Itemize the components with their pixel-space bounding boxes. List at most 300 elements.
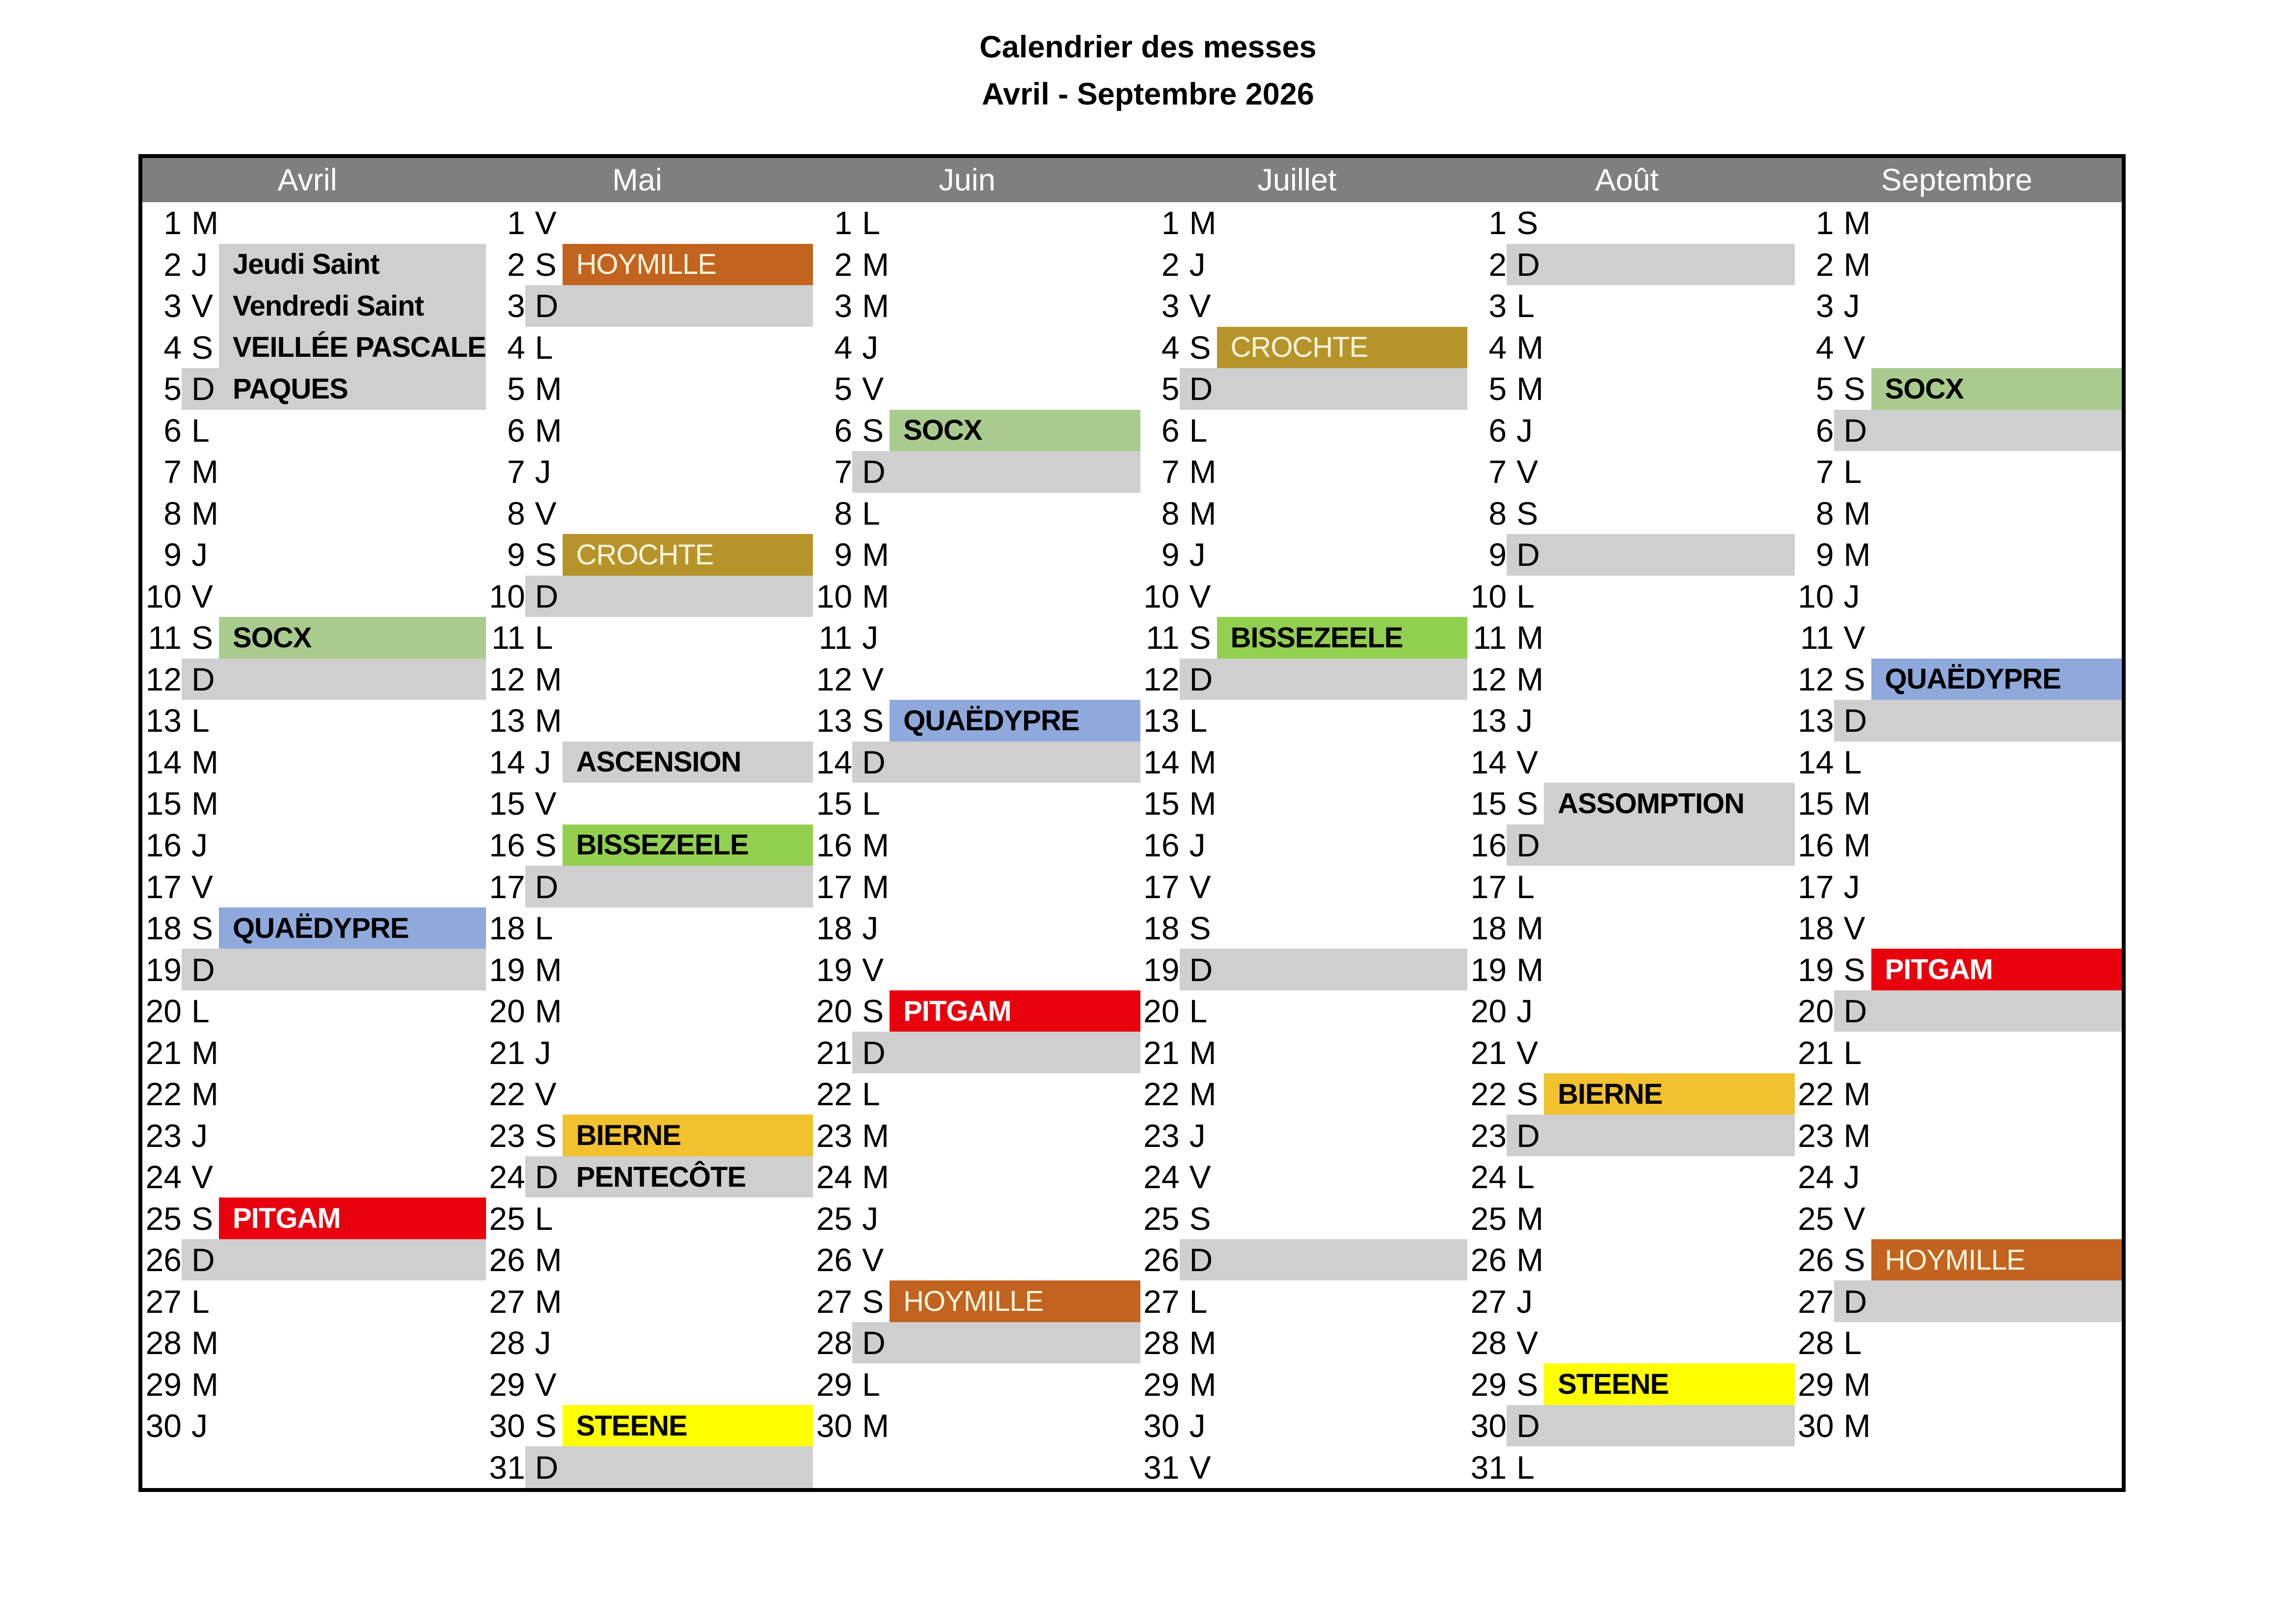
- event-label: [1544, 1446, 1794, 1488]
- day-cells: [182, 410, 486, 452]
- event-label: [890, 866, 1140, 907]
- day-letter: M: [1843, 1076, 1871, 1113]
- day-number: 5: [1488, 371, 1507, 407]
- event-label: [1871, 244, 2122, 286]
- day-cells: [525, 1446, 813, 1488]
- day-letter: M: [535, 702, 562, 739]
- day-row: [1467, 410, 1794, 452]
- day-row: [1140, 244, 1467, 286]
- event-label: [1871, 866, 2122, 907]
- event-label: [563, 1073, 813, 1115]
- day-number: 2: [1488, 246, 1507, 283]
- day-cells: [1507, 1363, 1794, 1405]
- event-label: [1544, 825, 1794, 866]
- day-row: [1140, 1115, 1467, 1156]
- day-row: [142, 659, 486, 700]
- day-row: [142, 949, 486, 990]
- day-cells: [525, 742, 813, 783]
- day-letter: V: [1189, 1449, 1211, 1486]
- day-letter: L: [1843, 744, 1862, 780]
- day-letter: D: [862, 744, 886, 780]
- day-cells: [852, 244, 1140, 286]
- day-letter: J: [1516, 702, 1533, 739]
- day-row: [813, 1280, 1140, 1322]
- day-letter: V: [862, 1242, 884, 1278]
- day-cells: [1507, 949, 1794, 990]
- event-label: [890, 493, 1140, 534]
- day-number: 23: [1143, 1117, 1180, 1154]
- day-number: 5: [163, 371, 182, 407]
- day-letter: M: [862, 536, 890, 573]
- day-letter: D: [535, 288, 559, 324]
- day-row: [1795, 202, 2122, 244]
- day-letter: S: [862, 993, 884, 1030]
- day-letter: M: [1516, 1242, 1544, 1278]
- day-row: [1795, 244, 2122, 286]
- day-number: 19: [1143, 951, 1180, 988]
- event-label: [890, 742, 1140, 783]
- day-cells: [525, 1405, 813, 1447]
- day-row: [813, 742, 1140, 783]
- day-letter: V: [535, 1076, 557, 1113]
- day-cells: [1834, 783, 2122, 825]
- day-cells: [182, 576, 486, 617]
- day-letter: M: [1189, 1034, 1216, 1071]
- day-letter: D: [1843, 702, 1867, 739]
- day-number: 8: [1488, 495, 1507, 532]
- day-cells: [525, 368, 813, 410]
- day-letter: S: [191, 1200, 214, 1237]
- day-number: 8: [1815, 495, 1834, 532]
- day-letter: M: [1189, 495, 1216, 532]
- day-letter: J: [1189, 1117, 1206, 1154]
- day-letter: V: [1189, 1159, 1211, 1196]
- day-row: [142, 1073, 486, 1115]
- event-label: [1217, 742, 1467, 783]
- event-label: PITGAM: [219, 1197, 486, 1239]
- day-row: [1467, 907, 1794, 949]
- day-letter: L: [1189, 1283, 1208, 1320]
- day-cells: [525, 1322, 813, 1364]
- day-row: [1467, 617, 1794, 659]
- day-number: 13: [816, 702, 853, 739]
- day-row: [142, 1115, 486, 1156]
- day-cells: [852, 1322, 1140, 1364]
- day-number: 2: [507, 246, 525, 283]
- day-letter: J: [191, 1408, 208, 1444]
- event-label: BISSEZEELE: [563, 825, 813, 866]
- day-cells: [1180, 825, 1467, 866]
- day-row: [813, 866, 1140, 907]
- event-label: [890, 1363, 1140, 1405]
- month-header-mai: Mai: [612, 163, 662, 197]
- day-number: 3: [1815, 288, 1834, 324]
- event-label: [1544, 1197, 1794, 1239]
- page-title: [0, 24, 2296, 118]
- day-cells: [1507, 451, 1794, 493]
- day-number: 27: [816, 1283, 853, 1320]
- day-letter: J: [191, 536, 208, 573]
- day-row: [1467, 1405, 1794, 1447]
- month-header-row: [142, 158, 2122, 202]
- day-letter: M: [862, 578, 890, 614]
- day-cells: [1507, 1446, 1794, 1488]
- day-row: [1140, 866, 1467, 907]
- day-number: 17: [489, 868, 525, 905]
- event-label: [563, 659, 813, 700]
- day-row: [1795, 617, 2122, 659]
- day-row: [1467, 1115, 1794, 1156]
- day-number: 24: [1798, 1159, 1834, 1196]
- calendar-body: [142, 202, 2122, 1488]
- day-row: [142, 825, 486, 866]
- event-label: [1217, 1073, 1467, 1115]
- day-cells: [182, 1363, 486, 1405]
- day-number: 3: [1161, 288, 1180, 324]
- day-letter: V: [1516, 1034, 1539, 1071]
- day-letter: D: [862, 1034, 886, 1071]
- day-number: 17: [145, 868, 182, 905]
- event-label: [1544, 1156, 1794, 1198]
- day-letter: S: [1189, 619, 1211, 656]
- day-number: 19: [489, 951, 525, 988]
- event-label: [1544, 700, 1794, 742]
- event-label: PITGAM: [1871, 949, 2122, 990]
- day-number: 30: [1470, 1408, 1507, 1444]
- day-row: [142, 285, 486, 327]
- day-number: 6: [1161, 412, 1180, 449]
- day-number: 15: [145, 785, 182, 822]
- day-cells: [1180, 327, 1467, 369]
- day-cells: [525, 1032, 813, 1073]
- day-number: 10: [816, 578, 853, 614]
- day-row: [486, 1363, 813, 1405]
- day-row: [1795, 534, 2122, 576]
- day-row: [813, 783, 1140, 825]
- day-cells: [1180, 700, 1467, 742]
- event-label: [1871, 1073, 2122, 1115]
- day-number: 31: [489, 1449, 525, 1486]
- day-number: 30: [145, 1408, 182, 1444]
- day-number: 11: [148, 619, 182, 656]
- day-row: [1467, 659, 1794, 700]
- event-label: [1544, 493, 1794, 534]
- event-label: [1217, 244, 1467, 286]
- day-cells: [525, 907, 813, 949]
- day-cells: [852, 907, 1140, 949]
- day-cells: [1834, 244, 2122, 286]
- event-label: [1217, 1363, 1467, 1405]
- event-label: [1217, 451, 1467, 493]
- day-row: [1467, 1322, 1794, 1364]
- day-cells: [1834, 327, 2122, 369]
- day-number: 4: [507, 329, 525, 366]
- month-header-avril: Avril: [277, 163, 337, 197]
- day-row: [1467, 534, 1794, 576]
- day-number: 18: [1798, 910, 1834, 947]
- day-row: [1467, 368, 1794, 410]
- day-row: [1140, 1032, 1467, 1073]
- day-letter: L: [1189, 993, 1208, 1030]
- day-number: 6: [1488, 412, 1507, 449]
- day-letter: M: [1189, 744, 1216, 780]
- day-letter: M: [1189, 1325, 1216, 1361]
- day-cells: [525, 1156, 813, 1198]
- day-number: 8: [507, 495, 525, 532]
- day-row: [486, 742, 813, 783]
- day-letter: V: [1189, 868, 1211, 905]
- event-label: [219, 410, 486, 452]
- day-letter: S: [862, 702, 884, 739]
- day-letter: S: [1516, 785, 1539, 822]
- day-letter: L: [1843, 1034, 1862, 1071]
- month-column-juillet: [1140, 202, 1467, 1488]
- day-row: [813, 1197, 1140, 1239]
- month-column-avril: [142, 202, 486, 1488]
- event-label: [1871, 1280, 2122, 1322]
- day-row: [142, 1280, 486, 1322]
- day-cells: [852, 617, 1140, 659]
- day-number: 21: [1798, 1034, 1834, 1071]
- event-label: [890, 1073, 1140, 1115]
- day-letter: J: [191, 246, 208, 283]
- day-number: 4: [163, 329, 182, 366]
- day-cells: [1834, 368, 2122, 410]
- day-cells: [525, 1239, 813, 1281]
- event-label: [1544, 1322, 1794, 1364]
- day-number: 13: [1143, 702, 1180, 739]
- day-row: [142, 451, 486, 493]
- day-cells: [1834, 202, 2122, 244]
- day-row: [1795, 1115, 2122, 1156]
- day-cells: [182, 1197, 486, 1239]
- day-number: 26: [816, 1242, 853, 1278]
- month-header-septembre: Septembre: [1881, 163, 2033, 197]
- day-number: 29: [1470, 1366, 1507, 1403]
- event-label: [1217, 285, 1467, 327]
- day-letter: J: [1516, 1283, 1533, 1320]
- day-row: [1467, 783, 1794, 825]
- event-label: [563, 1363, 813, 1405]
- day-row: [1795, 493, 2122, 534]
- day-cells: [1834, 410, 2122, 452]
- day-letter: M: [862, 1159, 890, 1196]
- day-row: [1140, 949, 1467, 990]
- day-row: [486, 368, 813, 410]
- day-cells: [525, 576, 813, 617]
- day-row: [142, 1405, 486, 1447]
- event-label: [1544, 990, 1794, 1032]
- day-number: 8: [163, 495, 182, 532]
- day-letter: S: [535, 246, 557, 283]
- event-label: Vendredi Saint: [219, 285, 486, 327]
- day-number: 12: [489, 661, 525, 697]
- day-cells: [1180, 576, 1467, 617]
- day-letter: S: [1843, 371, 1865, 407]
- day-cells: [1834, 742, 2122, 783]
- day-letter: J: [1843, 868, 1860, 905]
- day-number: 16: [489, 826, 525, 863]
- day-cells: [525, 451, 813, 493]
- event-label: ASCENSION: [563, 742, 813, 783]
- day-row: [486, 493, 813, 534]
- day-number: 21: [816, 1034, 853, 1071]
- day-row: [813, 1115, 1140, 1156]
- day-cells: [525, 244, 813, 286]
- day-letter: D: [1843, 1283, 1867, 1320]
- day-letter: S: [191, 619, 214, 656]
- day-letter: M: [1843, 246, 1871, 283]
- day-cells: [1834, 451, 2122, 493]
- day-letter: J: [191, 826, 208, 863]
- event-label: [1871, 1156, 2122, 1198]
- day-cells: [1834, 493, 2122, 534]
- day-row: [1467, 742, 1794, 783]
- day-number: 29: [1143, 1366, 1180, 1403]
- day-letter: V: [862, 661, 884, 697]
- day-letter: J: [535, 1325, 551, 1361]
- day-letter: L: [862, 205, 880, 241]
- day-number: 26: [489, 1242, 525, 1278]
- day-letter: M: [1189, 1076, 1216, 1113]
- day-row: [142, 1322, 486, 1364]
- day-row: [1795, 907, 2122, 949]
- day-number: 28: [1470, 1325, 1507, 1361]
- day-number: 23: [1470, 1117, 1507, 1154]
- day-letter: M: [191, 1366, 218, 1403]
- day-letter: M: [191, 1076, 218, 1113]
- event-label: [1217, 576, 1467, 617]
- day-row: [486, 1239, 813, 1281]
- day-letter: L: [862, 785, 880, 822]
- day-cells: [852, 327, 1140, 369]
- day-cells: [182, 285, 486, 327]
- day-cells: [1834, 907, 2122, 949]
- day-letter: D: [1843, 993, 1867, 1030]
- day-row: [486, 1156, 813, 1198]
- event-label: [1871, 576, 2122, 617]
- event-label: [1871, 285, 2122, 327]
- day-row: [1467, 1032, 1794, 1073]
- day-number: 28: [816, 1325, 853, 1361]
- event-label: [1544, 907, 1794, 949]
- event-label: [563, 1239, 813, 1281]
- day-row: [142, 907, 486, 949]
- day-number: 6: [507, 412, 525, 449]
- event-label: [890, 617, 1140, 659]
- day-letter: M: [1516, 1200, 1544, 1237]
- day-cells: [525, 1197, 813, 1239]
- event-label: [563, 493, 813, 534]
- event-label: [1217, 493, 1467, 534]
- day-letter: M: [1843, 495, 1871, 532]
- day-row: [142, 742, 486, 783]
- day-row: [1795, 285, 2122, 327]
- day-row: [486, 451, 813, 493]
- day-letter: M: [191, 205, 218, 241]
- event-label: [563, 451, 813, 493]
- day-row: [1795, 949, 2122, 990]
- day-cells: [1180, 410, 1467, 452]
- event-label: [890, 1156, 1140, 1198]
- event-label: [890, 576, 1140, 617]
- day-letter: D: [1516, 536, 1540, 573]
- event-label: [1544, 659, 1794, 700]
- day-cells: [182, 825, 486, 866]
- day-number: 2: [163, 246, 182, 283]
- day-cells: [852, 1363, 1140, 1405]
- day-row: [142, 866, 486, 907]
- day-row: [486, 202, 813, 244]
- event-label: [890, 202, 1140, 244]
- day-row: [486, 700, 813, 742]
- event-label: HOYMILLE: [890, 1280, 1140, 1322]
- day-cells: [182, 1073, 486, 1115]
- day-letter: V: [1516, 1325, 1539, 1361]
- day-number: 14: [489, 744, 525, 780]
- day-letter: M: [862, 1408, 890, 1444]
- day-cells: [1180, 990, 1467, 1032]
- day-row: [1140, 285, 1467, 327]
- day-row: [486, 1322, 813, 1364]
- day-cells: [852, 949, 1140, 990]
- day-number: 7: [834, 453, 853, 490]
- day-cells: [1180, 244, 1467, 286]
- day-cells: [852, 1156, 1140, 1198]
- day-row: [142, 368, 486, 410]
- event-label: [890, 825, 1140, 866]
- day-letter: M: [191, 453, 218, 490]
- day-cells: [1507, 202, 1794, 244]
- event-label: [890, 907, 1140, 949]
- day-row: [813, 576, 1140, 617]
- day-number: 14: [1798, 744, 1834, 780]
- event-label: [1544, 1032, 1794, 1073]
- day-letter: V: [535, 495, 557, 532]
- day-letter: M: [535, 1242, 562, 1278]
- day-number: 6: [834, 412, 853, 449]
- day-letter: V: [862, 951, 884, 988]
- event-label: [563, 990, 813, 1032]
- day-row: [1140, 700, 1467, 742]
- event-label: [890, 1032, 1140, 1073]
- day-letter: M: [535, 993, 562, 1030]
- event-label: [1871, 1197, 2122, 1239]
- day-cells: [1834, 1363, 2122, 1405]
- day-number: 16: [145, 826, 182, 863]
- day-number: 11: [1800, 619, 1834, 656]
- day-row: [813, 285, 1140, 327]
- day-number: 10: [145, 578, 182, 614]
- day-number: 28: [1143, 1325, 1180, 1361]
- day-letter: L: [1516, 288, 1535, 324]
- day-letter: J: [862, 1200, 879, 1237]
- day-row: [1795, 1197, 2122, 1239]
- day-letter: D: [1843, 412, 1867, 449]
- day-number: 15: [1470, 785, 1507, 822]
- event-label: [219, 534, 486, 576]
- day-number: 11: [491, 619, 525, 656]
- day-number: 8: [1161, 495, 1180, 532]
- day-letter: L: [1843, 453, 1862, 490]
- day-cells: [525, 990, 813, 1032]
- day-cells: [1507, 410, 1794, 452]
- day-cells: [1507, 1280, 1794, 1322]
- day-row: [142, 327, 486, 369]
- event-label: [1871, 1115, 2122, 1156]
- day-cells: [525, 700, 813, 742]
- day-letter: L: [191, 1283, 210, 1320]
